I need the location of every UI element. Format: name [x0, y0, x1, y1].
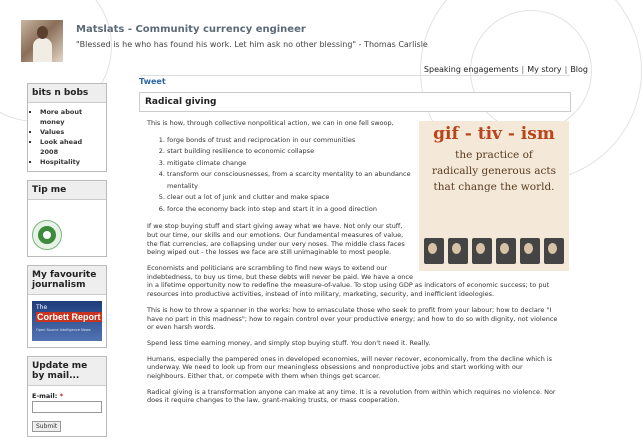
block-title: bits n bobs	[28, 84, 106, 103]
list-item: 3. mitigate climate change	[167, 158, 563, 170]
list-item: 6. force the economy back into step and start it in a good direction	[167, 204, 563, 216]
post-paragraph: Radical giving is a transformation anyone can make at any time. It is a revolution from within which requires no violence. Nor does it require changes to the law, grant-making trusts, or mass cooperation.	[147, 387, 556, 405]
submit-button[interactable]: Submit	[32, 421, 61, 432]
primary-nav	[424, 65, 588, 74]
bits-n-bobs-list	[28, 103, 106, 171]
nav-separator: |	[564, 65, 568, 74]
list-item: 2. start building resilience to economic collapse	[167, 146, 563, 158]
update-by-mail-block	[27, 356, 107, 437]
site-header	[0, 0, 600, 70]
nav-speaking-engagements[interactable]: Speaking engagements	[423, 65, 519, 74]
post-paragraph: Economists and politicians are scrambling to find new ways to extend our indebtedness, to buy us time, but these debts will never be paid. We have a once in a lifetime opportunity now to redefine the measure-of-value. To stop using GDP as indicators of economic success; to put resources into productive activities, instead of into military, marketing, security, and inefficient ideologies.	[147, 264, 550, 299]
sidebar-link-look-ahead-2008[interactable]: ▪ Look ahead 2008	[40, 137, 102, 157]
sidebar-link-hospitality[interactable]: ▪ Hospitality	[40, 157, 102, 167]
post-paragraph: If we stop buying stuff and start giving away what we have. Not only our stuff, but our time, our skills and our emotions. Our fundamental measures of value, the fiat currencies, are collapsing under our very noses. The middle class faces being wiped out - the losses we face are still unimaginable to most people.	[147, 222, 405, 257]
tweet-link[interactable]: Tweet	[139, 77, 166, 86]
required-marker: *	[59, 392, 64, 400]
site-logo-photo[interactable]	[21, 20, 63, 62]
block-title: Tip me	[28, 181, 106, 200]
post-body	[139, 119, 571, 405]
sidebar-link-more-about-money[interactable]: ▪ More about money	[40, 107, 102, 127]
main-content	[139, 92, 571, 405]
nav-blog[interactable]: Blog	[570, 65, 588, 74]
block-title: Update me by mail...	[28, 357, 106, 386]
post-paragraph: Spend less time earning money, and simply stop buying stuff. You don't need it. Really.	[147, 338, 431, 347]
site-title[interactable]: Matslats - Community currency engineer	[76, 24, 306, 35]
tip-me-badge-icon[interactable]	[32, 220, 62, 250]
list-item: 5. clear out a lot of junk and clutter and make space	[167, 192, 563, 204]
site-tagline: "Blessed is he who has found his work. Let him ask no other blessing" - Thomas Carlisle	[76, 40, 428, 49]
post-paragraph: Humans, especially the pampered ones in developed economies, will never recover, economically, from the decline which is underway. We need to look up from our meaningless obsessions and nonproductive jobs and start working with our neighbours. Either that, or compete with them when things get scarcer.	[147, 354, 553, 381]
block-title: My favourite journalism	[28, 266, 106, 295]
post-paragraph: This is how to throw a spanner in the works: how to emasculate those who seek to profit from your labour; how to declare "I have no part in this madness"; how to regain control over your productive energy; and how to do so with dignity, not violence or even harsh words.	[147, 305, 558, 332]
giftivism-poster-image: gif - tiv - ism the practice of radically generous acts that change the world.	[419, 121, 569, 271]
corbett-report-banner[interactable]: The Corbett Report Open Source Intelligence News	[32, 301, 102, 341]
portrait-strip	[424, 238, 564, 264]
post-intro: This is how, through collective nonpolitical action, we can in one fell swoop,	[147, 119, 394, 127]
list-item: 1. forge bonds of trust and reciprocation in our communities	[167, 135, 563, 147]
post-title[interactable]: Radical giving	[139, 92, 571, 112]
nav-separator: |	[521, 65, 525, 74]
sidebar	[27, 83, 107, 445]
email-label: E-mail: *	[32, 392, 64, 400]
nav-my-story[interactable]: My story	[527, 65, 562, 74]
nav-divider	[140, 75, 570, 76]
list-item: 4. transform our consciousnesses, from a scarcity mentality to an abundance mentality	[167, 169, 563, 192]
tip-me-block	[27, 180, 107, 257]
bits-n-bobs-block	[27, 83, 107, 172]
email-field[interactable]	[32, 401, 102, 413]
favourite-journalism-block	[27, 265, 107, 348]
sidebar-link-values[interactable]: ▪ Values	[40, 127, 102, 137]
